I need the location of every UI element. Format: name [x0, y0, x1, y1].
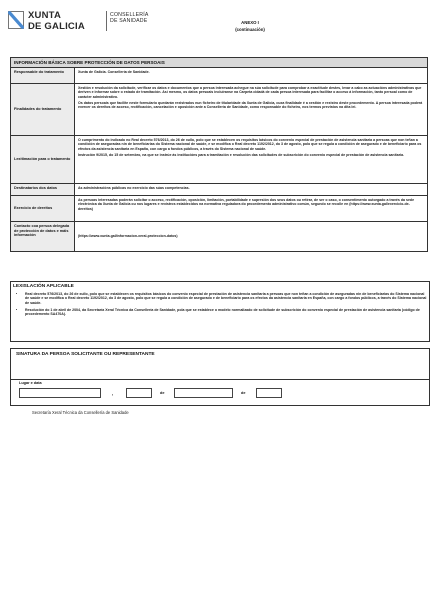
signature-title: SINATURA DA PERSOA SOLICITANTE OU REPRESENTANTE	[16, 352, 155, 357]
table-row	[11, 196, 428, 222]
table-row	[11, 68, 428, 84]
row-paragraph: As administracións públicas no exercicio das súas competencias.	[78, 186, 190, 190]
annex-subtitle: (continuación)	[235, 26, 265, 32]
legislation-title: LEXISLACIÓN APLICABLE	[13, 284, 74, 289]
row-value-lexitimacion	[75, 136, 428, 184]
annex-title: ANEXO I	[241, 20, 259, 25]
signature-box	[10, 348, 430, 380]
row-paragraph: As persoas interesadas poderán solicitar o acceso, rectificación, oposición, limitación, portabilidade e supresión dos seus datos ou retirar, de ser o caso, o consentimento outorgado a través da sede electrónica da Xunta de Galicia ou nos lugares e rexistros establecidos na normativa reguladora do procedemento administrativo común, segundo se recolle en (https://www.xunta.gal/exercicio-de-dereitos)	[78, 198, 415, 211]
place-date-box	[10, 378, 430, 406]
row-value-contacto	[75, 222, 428, 252]
row-label-destinatarios: Destinatarios dos datos	[11, 184, 75, 196]
xunta-logo	[8, 9, 158, 45]
place-input[interactable]	[19, 388, 101, 398]
row-paragraph: O cumprimento do indicado no Real decreto 576/2013, do 26 de xullo, polo que se establecen os requisitos básicos do convenio especial de prestación de asistencia sanitaria a persoas que non teñan a condición de aseguradas nin de beneficiarias do Sistema nacional de saúde, e se modifica o Real decreto 1192/2012, do 3 de agosto, polo que se regula a condición de asegurado e de beneficiario para os efectos da asistencia sanitaria en España, con cargo a fondos públicos, a través do Sistema nacional de saúde.	[78, 138, 422, 151]
row-label-contacto: Contacto coa persoa delegada de protección de datos e máis información	[11, 222, 75, 252]
list-item: • Resolución do 1 de abril de 2004, da Secretaría Xeral Técnica da Consellería de Sanidade, pola que se establece o modelo normalizado de solicitude de subscrición do convenio especial de prestación de asistencia sanitaria (código de procedemento SA470A).	[25, 308, 427, 317]
row-value-dereitos	[75, 196, 428, 222]
place-date-label: Lugar e data	[19, 381, 42, 385]
logo-subtext-line1: CONSELLERÍA	[110, 12, 149, 18]
row-paragraph: Xestión e resolución da solicitude, verificar os datos e documentos que a persoa interesada achegue na súa solicitude para comprobar a exactitude destes, levar a cabo as actuacións administrativas que deriven e informar sobre o estado de tramitación. Así mesmo, os datos persoais incluiranse na Carpeta cidadá de cada persoa interesada para facilitar o acceso á información, tanto persoal como de carácter administrativo.	[78, 86, 422, 99]
row-paragraph: Os datos persoais que facilite neste formulario quedarán rexistrados nun ficheiro de titularidade da Xunta de Galicia, cuxa finalidade é a xestión e rexistro deste procedemento. A persoa interesada poderá exercer os dereitos de acceso, rectificación, cancelación e oposición ante a Consellería de Sanidade, como responsable do ficheiro, nos termos previstos na dita lei.	[78, 100, 423, 110]
legislation-list	[13, 292, 427, 317]
table-heading: INFORMACIÓN BÁSICA SOBRE PROTECCIÓN DE DATOS PERSOAIS	[11, 58, 428, 68]
table-row	[11, 84, 428, 136]
galicia-flag-icon	[8, 11, 24, 29]
de-label-2: de	[241, 391, 246, 395]
list-item: • Real decreto 576/2013, do 26 de xullo, polo que se establecen os requisitos básicos do convenio especial de prestación de asistencia sanitaria a persoas que non teñan a condición de aseguradas nin de beneficiarias do Sistema nacional de saúde e se modifica o Real decreto 1192/2012, do 3 de agosto, polo que se regula a condición de asegurado e de beneficiario para os efectos da asistencia sanitaria en España, con cargo a fondos públicos, a través do Sistema nacional de saúde.	[25, 292, 427, 305]
de-label-1: de	[160, 391, 165, 395]
row-label-dereitos: Exercicio de dereitos	[11, 196, 75, 222]
comma-separator: ,	[112, 391, 114, 396]
table-row	[11, 184, 428, 196]
logo-text-line2: DE GALICIA	[28, 20, 85, 32]
logo-subtext-line2: DE SANIDADE	[110, 18, 148, 25]
row-value-destinatarios	[75, 184, 428, 196]
month-input[interactable]	[174, 388, 233, 398]
row-label-lexitimacion: Lexitimación para o tratamento	[11, 136, 75, 184]
year-input[interactable]	[256, 388, 282, 398]
data-protection-table	[10, 57, 428, 252]
annex-heading	[200, 20, 300, 33]
legislation-box	[10, 281, 430, 342]
table-heading-row	[11, 58, 428, 68]
logo-separator	[106, 11, 107, 31]
table-row	[11, 136, 428, 184]
logo-text-line1: XUNTA	[28, 10, 62, 21]
row-label-responsable: Responsable do tratamento	[11, 68, 75, 84]
privacy-info-link[interactable]: (https://www.xunta.gal/informacion-xeral-proteccion-datos)	[78, 233, 178, 238]
day-input[interactable]	[126, 388, 152, 398]
row-value-finalidades	[75, 84, 428, 136]
row-paragraph: Xunta de Galicia. Consellería de Sanidade.	[78, 70, 150, 74]
row-value-responsable	[75, 68, 428, 84]
footer-text: Secretaría Xeral Técnica da Consellería de Sanidade	[32, 410, 129, 415]
table-row	[11, 222, 428, 252]
row-label-finalidades: Finalidades do tratamento	[11, 84, 75, 136]
row-paragraph: Instrución 9/2015, do 15 de setembro, na que se instrúe ás institucións para a tramitación e resolución das solicitudes de subscrición do convenio especial de prestación de asistencia sanitaria.	[78, 152, 405, 157]
